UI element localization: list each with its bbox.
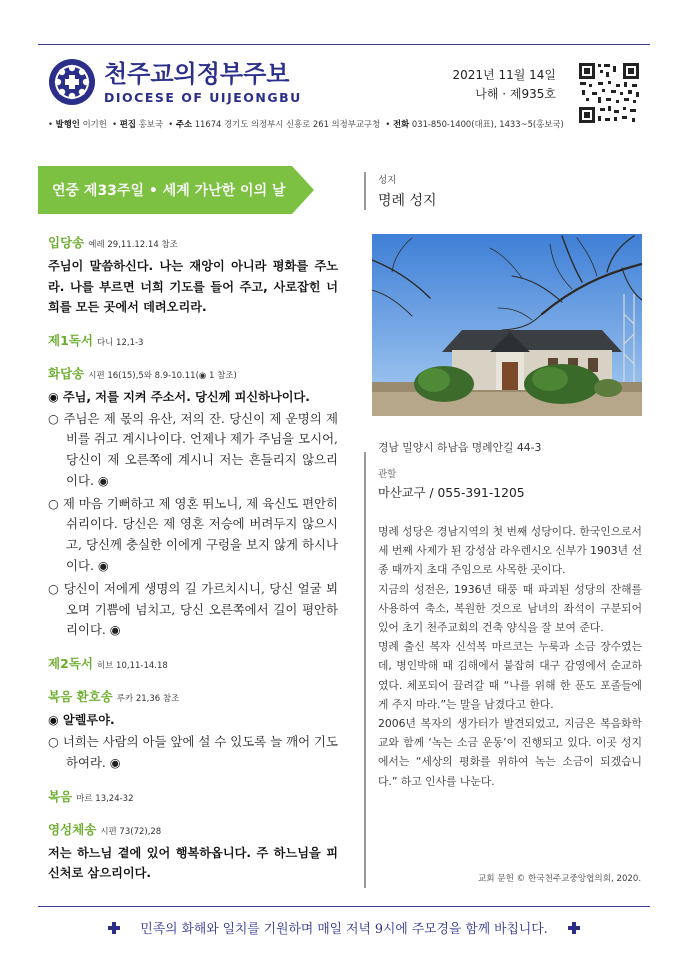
gospel-title: 복음 xyxy=(48,788,73,804)
entrance-title: 입당송 xyxy=(48,235,85,250)
masthead-subtitle: DIOCESE OF UIJEONGBU xyxy=(104,89,302,105)
sunday-title: 연중 제33주일 • 세계 가난한 이의 날 xyxy=(52,183,286,199)
reading2-ref: 히브 10,11-14.18 xyxy=(96,661,168,672)
shrine-description xyxy=(378,522,642,791)
shrine-paragraph-2: 지금의 성전은, 1936년 태풍 때 파괴된 성당의 잔해를 사용하여 축소, 복원한 것으로 남녀의 좌석이 구분되어 있어 초기 천주교회의 건축 양식을 잘 보여 준다. xyxy=(378,582,642,635)
phone-label: 전화 xyxy=(393,119,410,129)
phone: 031-850-1400(대표), 1433~5(홍보국) xyxy=(411,119,564,129)
shrine-manager-label: 관할 xyxy=(378,469,397,480)
shrine-paragraph-3: 명례 출신 복자 신석복 마르코는 누룩과 소금 장수였는데, 병인박해 때 김해에서 붙잡혀 대구 감영에서 순교하였다. 체포되어 끌려갈 때 “나를 위해 한 푼도 포졸들에게 주지 마라.”는 말을 남겼다고 한다. xyxy=(378,640,642,711)
liturgy-column xyxy=(48,232,338,884)
publisher: 이기헌 xyxy=(82,119,107,129)
reading1-title: 제1독서 xyxy=(48,332,93,348)
address-label: 주소 xyxy=(175,119,193,129)
gospel-ref: 마르 13,24-32 xyxy=(76,793,134,804)
acclamation-head xyxy=(48,686,338,705)
gospel-head xyxy=(48,786,338,805)
communion-title: 영성체송 xyxy=(48,821,97,837)
editor-label: 편집 xyxy=(119,119,136,129)
reading2-head xyxy=(48,653,338,672)
masthead-title: 천주교의정부주보 xyxy=(104,59,290,88)
psalm-title: 화답송 xyxy=(48,365,85,381)
reading1-ref: 다니 12,1-3 xyxy=(96,337,144,348)
masthead-logo[interactable] xyxy=(48,58,302,106)
source-credit: 교회 문헌 © 한국천주교중앙협의회, 2020. xyxy=(478,874,642,884)
cross-icon xyxy=(568,922,580,934)
reading1-head xyxy=(48,330,338,349)
psalm-verse-3: ○ 당신이 저에게 생명의 길 가르치시니, 당신 얼굴 뵈오며 기쁨에 넘치고, 당신 오른쪽에서 길이 평안하리이다. ◉ xyxy=(48,580,338,638)
publisher-label: 발행인 xyxy=(55,119,80,129)
shrine-manager: 마산교구 / 055-391-1205 xyxy=(378,486,525,500)
acclamation-response: ◉ 알렐루야. xyxy=(48,713,115,728)
communion-text: 저는 하느님 곁에 있어 행복하옵니다. 주 하느님을 피신처로 삼으리이다. xyxy=(48,845,338,881)
issue-number: 나해 · 제935호 xyxy=(475,87,556,101)
psalm-response: ◉ 주님, 저를 지켜 주소서. 당신께 피신하나이다. xyxy=(48,389,310,404)
shrine-header-rule xyxy=(364,172,366,210)
issue-date: 2021년 11월 14일 xyxy=(452,68,556,82)
shrine-category: 성지 xyxy=(378,175,397,186)
entrance-ref: 예레 29,11.12.14 참조 xyxy=(88,240,178,250)
shrine-name: 명례 성지 xyxy=(378,193,437,209)
shrine-address: 경남 밀양시 하남읍 명례안길 44-3 xyxy=(378,441,542,454)
psalm-verse-2: ○ 제 마음 기뻐하고 제 영혼 뛰노니, 제 육신도 편안히 쉬리이다. 당신은 제 영혼 저승에 버려두지 않으시고, 당신께 충실한 이에게 구렁을 보지 않게 하시나이다. ◉ xyxy=(48,495,338,574)
reading2-title: 제2독서 xyxy=(48,656,93,672)
acclamation-title: 복음 환호송 xyxy=(48,689,113,705)
footer xyxy=(0,918,688,937)
entrance-head xyxy=(48,232,338,251)
cross-icon xyxy=(108,922,120,934)
shrine-photo xyxy=(372,234,642,416)
acclamation-ref: 루카 21,36 참조 xyxy=(116,694,180,705)
publication-info: • 발행인 이기헌 • 편집 홍보국 • 주소 11674 경기도 의정부시 신흥로 261 의정부교구청 • 전화 031-850-1400(대표), 1433~5(홍보국) xyxy=(48,119,564,129)
shrine-paragraph-4: 2006년 복자의 생가터가 발견되었고, 지금은 복음화학교와 함께 ‘녹는 소금 운동’이 진행되고 있다. 이곳 성지에서는 “세상의 평화를 위하여 녹는 소금이 되겠습니다.” 하고 인사를 나눈다. xyxy=(378,717,642,788)
psalm-head xyxy=(48,363,338,382)
qr-code-icon[interactable] xyxy=(578,62,640,124)
header-rule xyxy=(38,44,650,45)
communion-ref: 시편 73(72),28 xyxy=(100,826,162,837)
diocese-emblem-icon xyxy=(48,58,96,106)
footer-rule xyxy=(38,906,650,907)
psalm-verse-1: ○ 주님은 제 몫의 유산, 저의 잔. 당신이 제 운명의 제비를 쥐고 계시나이다. 언제나 제가 주님을 모시어, 당신이 제 오른쪽에 계시니 저는 흔들리지 않으리이다. ◉ xyxy=(48,410,338,488)
editor: 홍보국 xyxy=(138,119,163,129)
acclamation-verse: ○ 너희는 사람의 아들 앞에 설 수 있도록 늘 깨어 기도하여라. ◉ xyxy=(48,734,338,771)
shrine-column-rule xyxy=(364,452,366,888)
psalm-ref: 시편 16(15),5와 8.9-10.11(◉ 1 참조) xyxy=(88,370,237,381)
communion-head xyxy=(48,819,338,838)
entrance-text: 주님이 말씀하신다. 나는 재앙이 아니라 평화를 주노라. 나를 부르면 너희 기도를 들어 주고, 사로잡힌 너희를 모든 곳에서 데려오리라. xyxy=(48,259,338,314)
shrine-paragraph-1: 명례 성당은 경남지역의 첫 번째 성당이다. 한국인으로서 세 번째 사제가 된 강성삼 라우렌시오 신부가 1903년 선종 때까지 초대 주임으로 사목한 곳이다. xyxy=(378,525,642,577)
address: 11674 경기도 의정부시 신흥로 261 의정부교구청 xyxy=(194,119,381,129)
footer-prayer-text: 민족의 화해와 일치를 기원하며 매일 저녁 9시에 주모경을 함께 바칩니다. xyxy=(140,922,548,937)
issue-info xyxy=(453,66,556,104)
